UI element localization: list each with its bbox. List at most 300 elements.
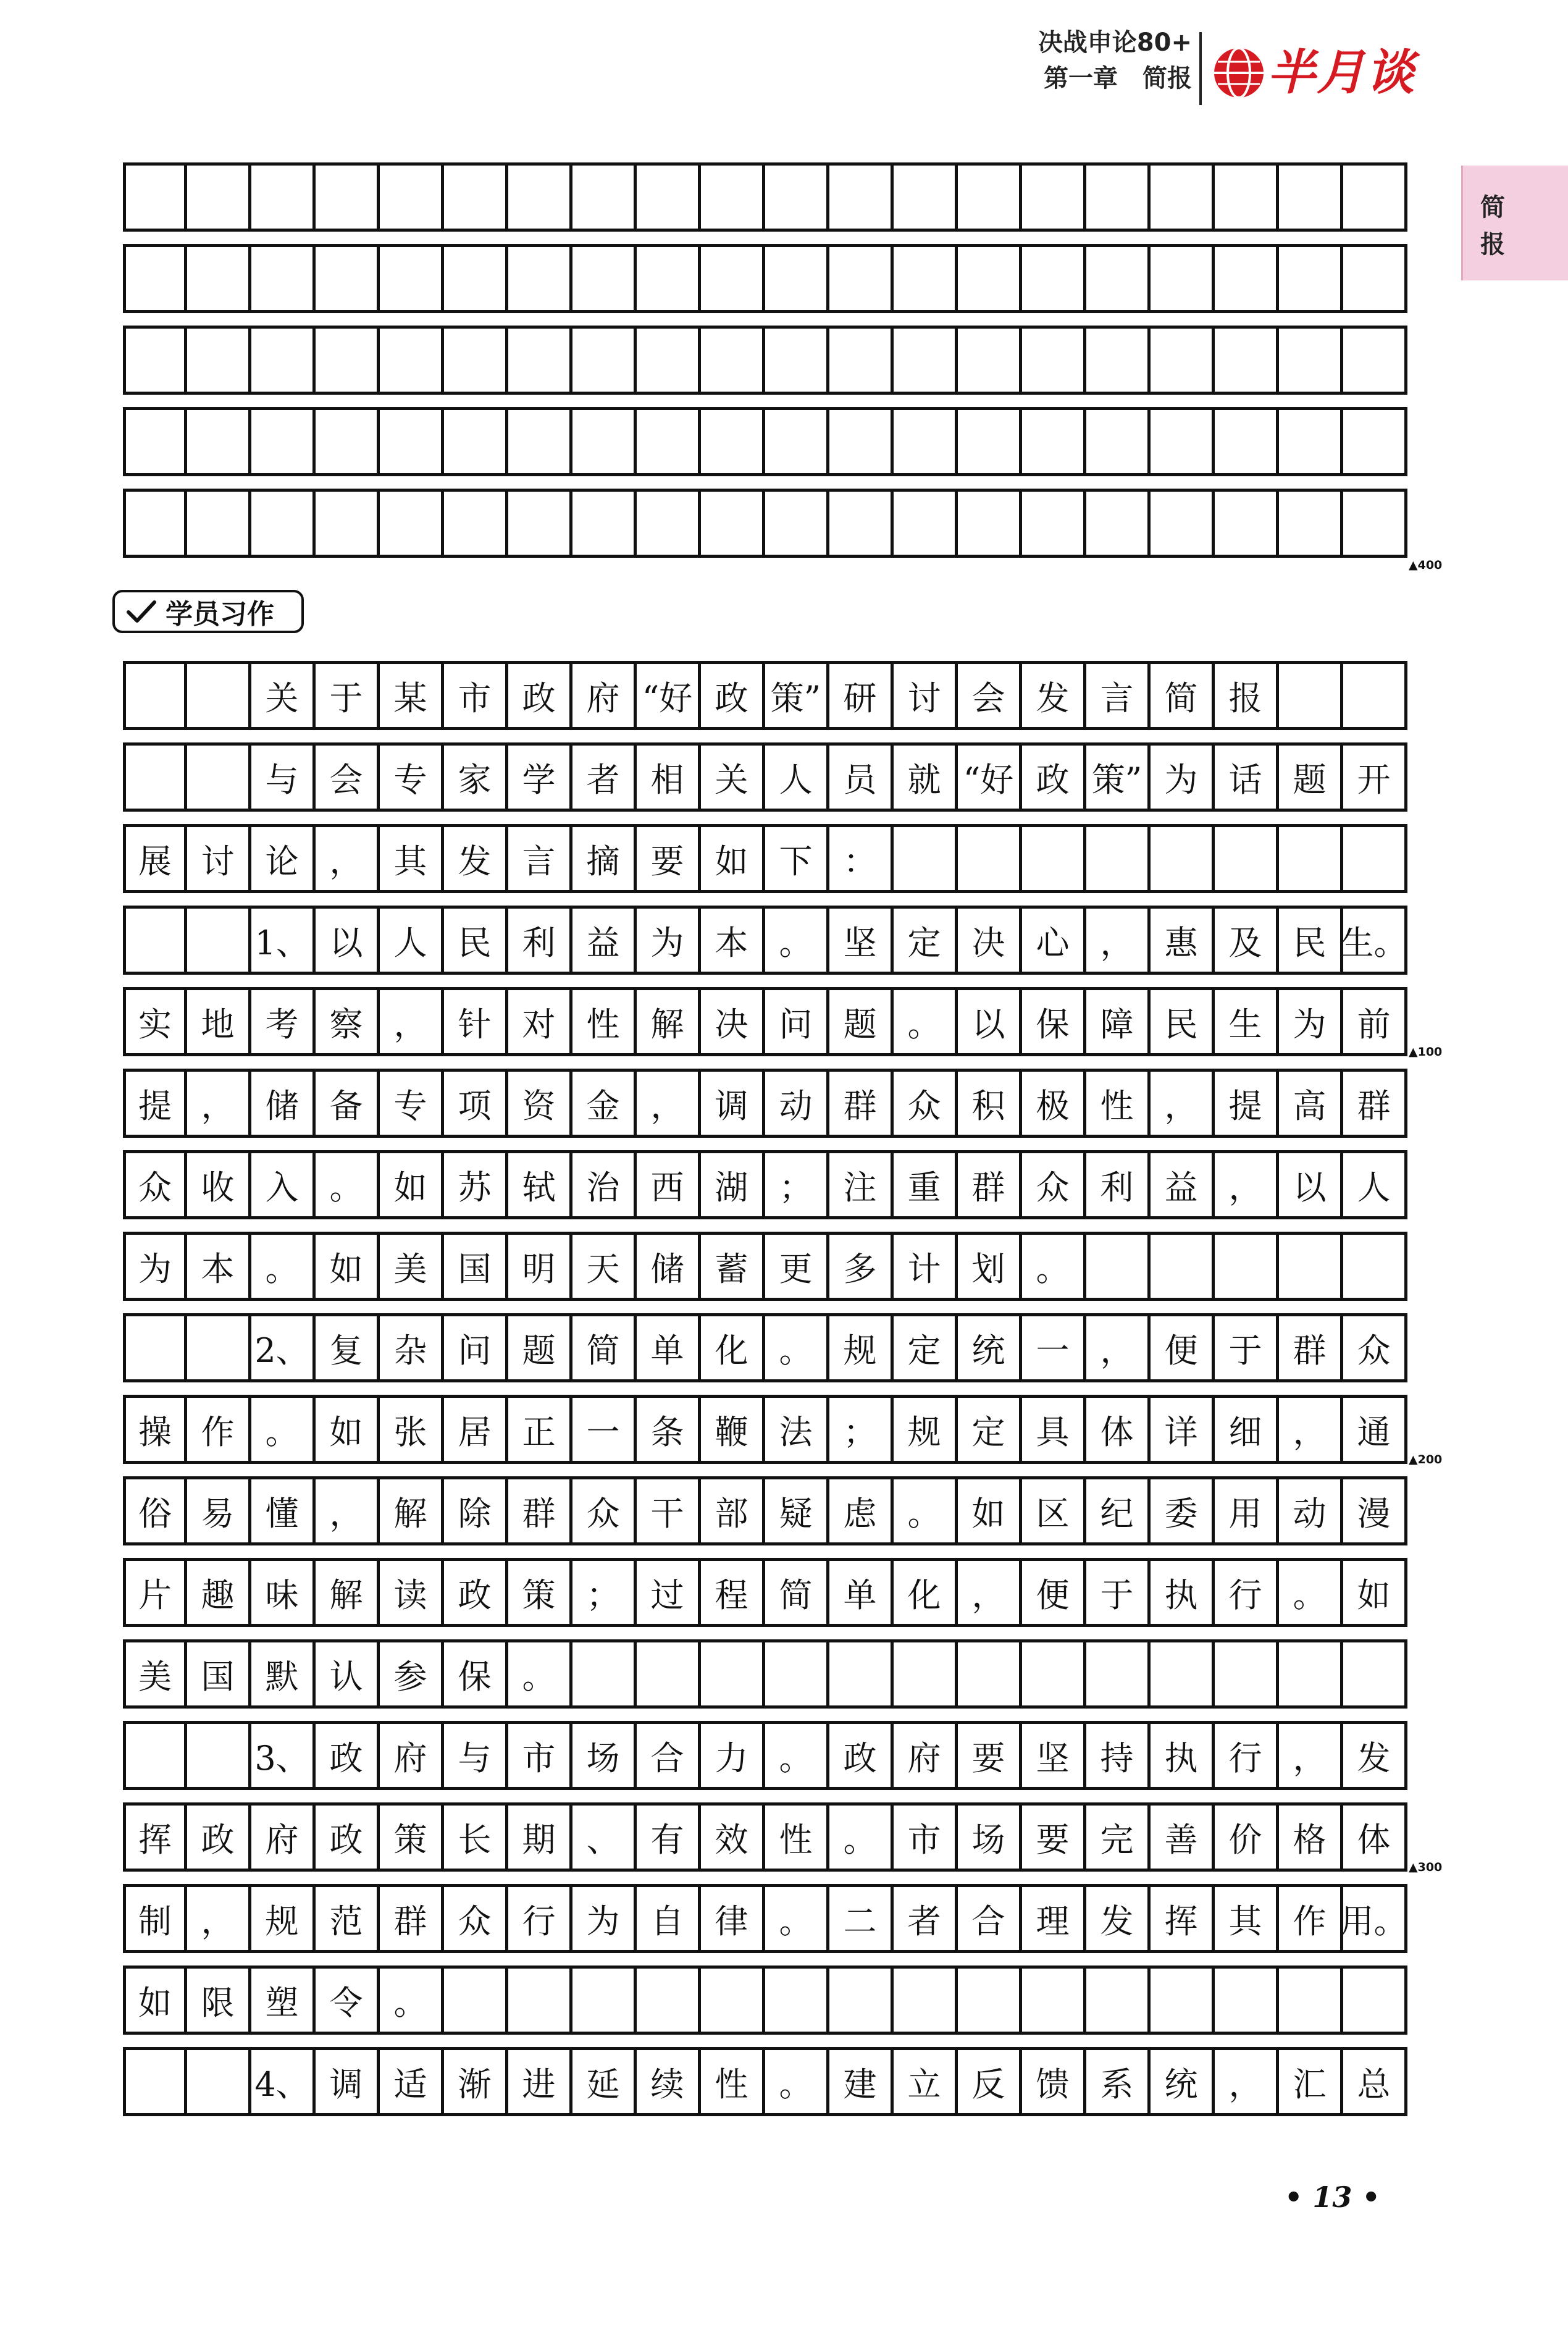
grid-cell (894, 824, 958, 893)
grid-cell: 群 (958, 1150, 1022, 1219)
grid-cell: 合 (637, 1721, 701, 1790)
grid-cell: 完 (1086, 1802, 1151, 1872)
grid-cell: ， (1215, 1150, 1279, 1219)
grid-cell: 项 (444, 1069, 508, 1138)
grid-cell (1151, 1639, 1215, 1709)
grid-cell: 动 (765, 1069, 829, 1138)
grid-cell: 策 (508, 1558, 572, 1627)
grid-cell: 总 (1343, 2047, 1407, 2116)
grid-cell (1215, 326, 1279, 395)
grid-cell: 有 (637, 1802, 701, 1872)
grid-cell (187, 407, 251, 476)
grid-cell: 题 (508, 1313, 572, 1382)
grid-cell: 府 (894, 1721, 958, 1790)
grid-cell (1343, 489, 1407, 558)
grid-cell: 收 (187, 1150, 251, 1219)
grid-cell: 进 (508, 2047, 572, 2116)
grid-cell: 讨 (187, 824, 251, 893)
grid-cell (1343, 162, 1407, 232)
grid-cell: 家 (444, 742, 508, 812)
grid-cell: 会 (958, 661, 1022, 730)
grid-cell (1279, 407, 1343, 476)
grid-cell: 如 (380, 1150, 444, 1219)
grid-cell: 为 (1279, 987, 1343, 1056)
grid-cell: 地 (187, 987, 251, 1056)
grid-cell: 。 (829, 1802, 894, 1872)
grid-cell (701, 162, 765, 232)
grid-cell: ， (1279, 1721, 1343, 1790)
grid-cell: 懂 (251, 1476, 316, 1545)
grid-cell: 法 (765, 1395, 829, 1464)
grid-cell: 定 (894, 906, 958, 975)
grid-cell: 为 (572, 1884, 637, 1953)
grid-cell (251, 162, 316, 232)
grid-cell: 善 (1151, 1802, 1215, 1872)
grid-cell: 决 (958, 906, 1022, 975)
grid-cell: 易 (187, 1476, 251, 1545)
grid-cell: 系 (1086, 2047, 1151, 2116)
grid-cell (894, 244, 958, 313)
grid-cell: 制 (123, 1884, 187, 1953)
grid-cell: 干 (637, 1476, 701, 1545)
grid-cell: ； (572, 1558, 637, 1627)
grid-cell: 市 (894, 1802, 958, 1872)
grid-cell: 合 (958, 1884, 1022, 1953)
grid-cell (894, 407, 958, 476)
grid-cell: 统 (958, 1313, 1022, 1382)
grid-cell (958, 1639, 1022, 1709)
grid-cell: 府 (572, 661, 637, 730)
grid-cell: 政 (1022, 742, 1086, 812)
grid-cell: 挥 (123, 1802, 187, 1872)
grid-cell (958, 824, 1022, 893)
grid-cell: 人 (765, 742, 829, 812)
grid-cell: 便 (1022, 1558, 1086, 1627)
grid-cell: 定 (958, 1395, 1022, 1464)
grid-cell (701, 244, 765, 313)
grid-cell: 复 (316, 1313, 380, 1382)
grid-cell: 与 (444, 1721, 508, 1790)
grid-cell: 。 (894, 987, 958, 1056)
grid-cell: 治 (572, 1150, 637, 1219)
grid-cell (316, 407, 380, 476)
grid-cell: 调 (316, 2047, 380, 2116)
grid-cell: 群 (829, 1069, 894, 1138)
grid-row (123, 661, 1407, 730)
grid-cell: 规 (829, 1313, 894, 1382)
grid-cell (1151, 244, 1215, 313)
book-title: 决战申论80+ (1038, 28, 1192, 57)
grid-cell (572, 326, 637, 395)
grid-cell (1343, 661, 1407, 730)
grid-row (123, 1313, 1407, 1382)
grid-cell: 政 (187, 1802, 251, 1872)
grid-cell (765, 1966, 829, 2035)
grid-cell: 更 (765, 1232, 829, 1301)
check-icon (125, 597, 158, 626)
grid-cell: 化 (701, 1313, 765, 1382)
grid-cell: 群 (1343, 1069, 1407, 1138)
grid-cell: 。 (251, 1395, 316, 1464)
grid-cell: 提 (123, 1069, 187, 1138)
grid-cell (316, 489, 380, 558)
grid-cell: ， (316, 824, 380, 893)
grid-cell: 行 (1215, 1558, 1279, 1627)
grid-cell: 要 (1022, 1802, 1086, 1872)
grid-cell (894, 162, 958, 232)
grid-cell: 建 (829, 2047, 894, 2116)
grid-cell (637, 326, 701, 395)
grid-cell: 场 (572, 1721, 637, 1790)
grid-cell (829, 1966, 894, 2035)
grid-cell (829, 326, 894, 395)
grid-cell (701, 1966, 765, 2035)
grid-cell (1215, 489, 1279, 558)
grid-row (123, 162, 1407, 232)
grid-cell (123, 326, 187, 395)
grid-cell: 如 (123, 1966, 187, 2035)
grid-cell: 坚 (829, 906, 894, 975)
grid-cell (123, 661, 187, 730)
grid-cell: 决 (701, 987, 765, 1056)
grid-cell (1215, 162, 1279, 232)
grid-cell: 统 (1151, 2047, 1215, 2116)
grid-cell: 为 (637, 906, 701, 975)
grid-cell: 开 (1343, 742, 1407, 812)
grid-cell (1215, 1232, 1279, 1301)
grid-cell (1215, 1966, 1279, 2035)
grid-cell: 题 (829, 987, 894, 1056)
grid-cell (251, 326, 316, 395)
grid-cell (1151, 162, 1215, 232)
grid-cell (701, 326, 765, 395)
grid-row (123, 326, 1407, 395)
grid-cell: 政 (444, 1558, 508, 1627)
grid-cell: 具 (1022, 1395, 1086, 1464)
grid-cell (123, 742, 187, 812)
grid-cell (380, 407, 444, 476)
grid-cell: ， (380, 987, 444, 1056)
chapter-side-tab (1461, 166, 1568, 280)
grid-cell (187, 661, 251, 730)
grid-cell: 适 (380, 2047, 444, 2116)
grid-cell (1215, 1639, 1279, 1709)
grid-cell: 2、 (251, 1313, 316, 1382)
logo-text: 半月谈 (1267, 45, 1416, 101)
grid-cell: 以 (958, 987, 1022, 1056)
grid-cell: 挥 (1151, 1884, 1215, 1953)
grid-cell: 利 (1086, 1150, 1151, 1219)
grid-cell: 关 (701, 742, 765, 812)
grid-cell (701, 489, 765, 558)
grid-cell (380, 244, 444, 313)
grid-cell: 。 (765, 1721, 829, 1790)
grid-cell (1151, 326, 1215, 395)
grid-cell (637, 407, 701, 476)
grid-cell (123, 244, 187, 313)
grid-cell: 重 (894, 1150, 958, 1219)
grid-cell: 美 (123, 1639, 187, 1709)
grid-cell: 自 (637, 1884, 701, 1953)
grid-row (123, 1721, 1407, 1790)
grid-cell: 金 (572, 1069, 637, 1138)
grid-cell: 者 (894, 1884, 958, 1953)
grid-row (123, 1558, 1407, 1627)
grid-cell (701, 407, 765, 476)
grid-cell: 专 (380, 1069, 444, 1138)
grid-cell (1022, 1966, 1086, 2035)
grid-cell (1022, 162, 1086, 232)
grid-cell: 美 (380, 1232, 444, 1301)
grid-cell: 纪 (1086, 1476, 1151, 1545)
grid-cell: 众 (894, 1069, 958, 1138)
section-label-text: 学员习作 (166, 599, 274, 630)
grid-cell: 杂 (380, 1313, 444, 1382)
grid-cell (1343, 1232, 1407, 1301)
grid-cell: 问 (765, 987, 829, 1056)
grid-cell: 正 (508, 1395, 572, 1464)
grid-cell: 国 (444, 1232, 508, 1301)
grid-cell (1343, 1966, 1407, 2035)
grid-cell: 益 (1151, 1150, 1215, 1219)
grid-cell: 心 (1022, 906, 1086, 975)
grid-cell: 前 (1343, 987, 1407, 1056)
grid-cell (572, 162, 637, 232)
grid-cell: 实 (123, 987, 187, 1056)
grid-cell: 、 (572, 1802, 637, 1872)
grid-cell (1151, 1966, 1215, 2035)
grid-cell: 如 (701, 824, 765, 893)
grid-cell (1086, 1232, 1151, 1301)
grid-cell (1022, 489, 1086, 558)
grid-cell: 于 (1086, 1558, 1151, 1627)
publisher-logo (1210, 44, 1420, 106)
section-label (112, 590, 304, 633)
grid-cell (316, 162, 380, 232)
grid-cell (380, 489, 444, 558)
grid-row (123, 906, 1407, 975)
grid-cell: 便 (1151, 1313, 1215, 1382)
grid-cell: 政 (316, 1802, 380, 1872)
chapter-title: 第一章 简报 (1044, 64, 1192, 93)
grid-cell (1022, 244, 1086, 313)
grid-cell: 察 (316, 987, 380, 1056)
grid-cell: 。 (765, 2047, 829, 2116)
grid-cell (1022, 326, 1086, 395)
grid-cell: 作 (1279, 1884, 1343, 1953)
grid-cell: 长 (444, 1802, 508, 1872)
grid-cell: 政 (829, 1721, 894, 1790)
grid-cell (187, 906, 251, 975)
grid-cell: 及 (1215, 906, 1279, 975)
grid-cell: 生。 (1343, 906, 1407, 975)
grid-cell (1279, 1232, 1343, 1301)
grid-row (123, 244, 1407, 313)
grid-cell: 入 (251, 1150, 316, 1219)
grid-cell: 以 (1279, 1150, 1343, 1219)
grid-cell (1151, 489, 1215, 558)
grid-cell: 题 (1279, 742, 1343, 812)
grid-cell: 令 (316, 1966, 380, 2035)
grid-cell: 话 (1215, 742, 1279, 812)
grid-cell (765, 244, 829, 313)
grid-row (123, 742, 1407, 812)
grid-row (123, 987, 1407, 1056)
grid-cell (444, 489, 508, 558)
grid-cell (444, 326, 508, 395)
grid-cell: 体 (1086, 1395, 1151, 1464)
grid-cell (765, 1639, 829, 1709)
grid-cell: 汇 (1279, 2047, 1343, 2116)
grid-cell: 策 (380, 1802, 444, 1872)
grid-cell: 极 (1022, 1069, 1086, 1138)
grid-cell: 反 (958, 2047, 1022, 2116)
grid-row (123, 1802, 1407, 1872)
grid-cell (444, 407, 508, 476)
grid-cell (508, 162, 572, 232)
grid-cell (251, 489, 316, 558)
grid-cell: ， (316, 1476, 380, 1545)
grid-cell: 如 (316, 1395, 380, 1464)
grid-cell: 。 (508, 1639, 572, 1709)
grid-cell: 律 (701, 1884, 765, 1953)
grid-cell (508, 489, 572, 558)
grid-cell: ， (1086, 906, 1151, 975)
grid-cell (765, 162, 829, 232)
grid-cell: ； (829, 1395, 894, 1464)
grid-cell: 划 (958, 1232, 1022, 1301)
grid-cell (572, 1639, 637, 1709)
grid-cell: 限 (187, 1966, 251, 2035)
grid-cell: 解 (316, 1558, 380, 1627)
grid-cell (765, 407, 829, 476)
grid-cell: 人 (1343, 1150, 1407, 1219)
grid-cell: 多 (829, 1232, 894, 1301)
word-count-marker: ▲400 (1409, 558, 1443, 572)
grid-cell: 委 (1151, 1476, 1215, 1545)
grid-cell: ， (187, 1069, 251, 1138)
grid-cell: 为 (1151, 742, 1215, 812)
grid-cell: 摘 (572, 824, 637, 893)
grid-cell: 针 (444, 987, 508, 1056)
grid-cell: 利 (508, 906, 572, 975)
grid-cell: 于 (316, 661, 380, 730)
grid-cell (1215, 244, 1279, 313)
grid-cell (1086, 162, 1151, 232)
grid-cell: 一 (572, 1395, 637, 1464)
grid-cell: 蓄 (701, 1232, 765, 1301)
grid-cell: 苏 (444, 1150, 508, 1219)
grid-cell: 坚 (1022, 1721, 1086, 1790)
grid-cell (123, 2047, 187, 2116)
grid-cell: 渐 (444, 2047, 508, 2116)
grid-cell: 。 (316, 1150, 380, 1219)
grid-cell: 。 (765, 906, 829, 975)
grid-cell (958, 407, 1022, 476)
grid-cell (1151, 824, 1215, 893)
grid-cell: 民 (1279, 906, 1343, 975)
grid-cell: 疑 (765, 1476, 829, 1545)
grid-cell: 民 (1151, 987, 1215, 1056)
grid-cell (701, 1639, 765, 1709)
grid-cell (1086, 326, 1151, 395)
grid-cell: 如 (316, 1232, 380, 1301)
header-divider (1199, 32, 1202, 105)
grid-cell: 发 (444, 824, 508, 893)
grid-cell: ； (765, 1150, 829, 1219)
grid-cell: 备 (316, 1069, 380, 1138)
grid-cell: 国 (187, 1639, 251, 1709)
grid-cell (187, 326, 251, 395)
side-tab-char: 简 (1480, 193, 1505, 222)
grid-cell: 学 (508, 742, 572, 812)
grid-cell: 虑 (829, 1476, 894, 1545)
grid-cell: 府 (251, 1802, 316, 1872)
grid-cell: 研 (829, 661, 894, 730)
grid-cell (1086, 824, 1151, 893)
grid-cell (1151, 1232, 1215, 1301)
grid-cell (958, 162, 1022, 232)
grid-cell (508, 1966, 572, 2035)
grid-cell: 单 (637, 1313, 701, 1382)
grid-cell: 轼 (508, 1150, 572, 1219)
grid-cell (637, 244, 701, 313)
grid-cell (123, 162, 187, 232)
grid-cell: 群 (1279, 1313, 1343, 1382)
grid-cell: 与 (251, 742, 316, 812)
grid-cell: 程 (701, 1558, 765, 1627)
grid-cell (1279, 326, 1343, 395)
grid-cell: 一 (1022, 1313, 1086, 1382)
grid-cell (1151, 407, 1215, 476)
grid-cell: 力 (701, 1721, 765, 1790)
grid-cell: 延 (572, 2047, 637, 2116)
grid-cell (187, 244, 251, 313)
grid-cell: 定 (894, 1313, 958, 1382)
grid-cell: 本 (187, 1232, 251, 1301)
blank-writing-grid (123, 162, 1407, 570)
grid-cell (958, 1966, 1022, 2035)
grid-cell: 性 (572, 987, 637, 1056)
grid-cell: 味 (251, 1558, 316, 1627)
grid-cell: 群 (380, 1884, 444, 1953)
grid-cell (1343, 1639, 1407, 1709)
grid-cell (958, 326, 1022, 395)
grid-cell: 专 (380, 742, 444, 812)
grid-row (123, 1476, 1407, 1545)
grid-cell: 问 (444, 1313, 508, 1382)
grid-cell (829, 244, 894, 313)
grid-cell: 馈 (1022, 2047, 1086, 2116)
grid-cell: 员 (829, 742, 894, 812)
grid-cell: 政 (316, 1721, 380, 1790)
grid-cell: 发 (1343, 1721, 1407, 1790)
grid-cell (123, 906, 187, 975)
grid-cell (1022, 1639, 1086, 1709)
grid-cell: 。 (1279, 1558, 1343, 1627)
grid-cell: 执 (1151, 1558, 1215, 1627)
grid-cell: 资 (508, 1069, 572, 1138)
grid-cell: 生 (1215, 987, 1279, 1056)
grid-cell: 详 (1151, 1395, 1215, 1464)
grid-cell (1279, 1966, 1343, 2035)
grid-cell (1215, 407, 1279, 476)
grid-cell: 惠 (1151, 906, 1215, 975)
grid-cell (251, 407, 316, 476)
grid-cell: 要 (637, 824, 701, 893)
grid-cell: ， (1086, 1313, 1151, 1382)
grid-cell (187, 742, 251, 812)
